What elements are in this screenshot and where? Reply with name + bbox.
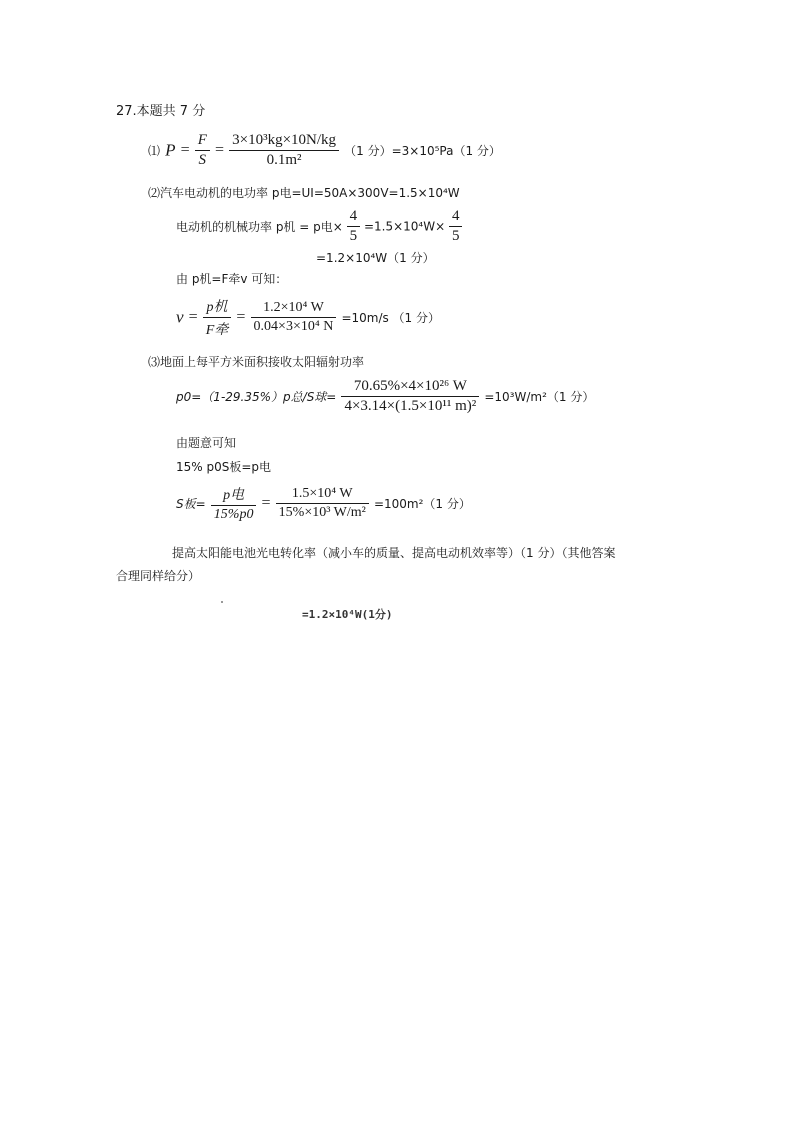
question-heading: 27.本题共 7 分: [116, 104, 206, 119]
scan-residue-text: =1.2×10⁴W(1分): [302, 608, 393, 621]
fraction-denominator: 5: [349, 228, 358, 244]
solar-power-fraction: [341, 378, 479, 415]
fraction-denominator: 0.04×3×10⁴ N: [253, 319, 334, 334]
fraction-numerator: p电: [211, 484, 257, 506]
part-2-electric-power: [148, 184, 460, 201]
velocity-symbol: v: [176, 307, 184, 327]
equals-sign: =: [180, 141, 190, 159]
part-1: [148, 132, 501, 169]
equals-sign: =: [214, 141, 225, 159]
fraction-denominator: 15%p0: [213, 507, 254, 522]
equals-sign: =: [261, 494, 271, 512]
equals-sign: =: [236, 308, 246, 326]
velocity-value-fraction: [251, 300, 337, 335]
part-1-label: ⑴: [148, 144, 161, 158]
scan-speck: [221, 601, 223, 603]
solar-power-lhs: p0=（1-29.35%）p总/S球=: [176, 390, 337, 404]
fraction-denominator: 15%×10³ W/m²: [278, 505, 366, 520]
pressure-value-fraction: [229, 132, 339, 169]
equals-sign: =: [188, 308, 198, 326]
fraction-numerator: 4: [347, 208, 361, 227]
fraction-numerator: 3×10³kg×10N/kg: [229, 132, 339, 151]
solar-power-result: =10³W/m²（1 分）: [484, 390, 595, 404]
part-2-label: ⑵: [148, 186, 161, 200]
power-over-force-fraction: [203, 296, 232, 339]
velocity-relation: 由 p机=F牵v 可知：: [176, 272, 288, 286]
part-3-relation: 15% p0S板=p电: [176, 460, 272, 474]
pressure-symbol: P: [165, 140, 176, 160]
velocity-result: =10m/s （1 分）: [341, 311, 441, 325]
part-1-result: （1 分）=3×10⁵Pa（1 分）: [344, 144, 501, 158]
panel-area-symbolic-fraction: [211, 484, 257, 523]
fraction-numerator: 70.65%×4×10²⁶ W: [341, 378, 479, 397]
part-3-intro: [148, 353, 364, 370]
panel-area-result: =100m²（1 分）: [373, 497, 471, 511]
part-3-line-1: 地面上每平方米面积接收太阳辐射功率: [160, 355, 365, 369]
part-3-given: 由题意可知: [176, 436, 237, 450]
fraction-denominator: 5: [451, 228, 460, 244]
fraction-denominator: F牵: [205, 323, 229, 338]
velocity-formula: [176, 296, 440, 339]
four-fifths-fraction: [449, 208, 463, 245]
solar-power-formula: [176, 378, 594, 415]
fraction-numerator: 1.2×10⁴ W: [251, 300, 337, 318]
part-2-line-1: 汽车电动机的电功率 p电=UI=50A×300V=1.5×10⁴W: [160, 186, 460, 200]
part-4-line-1: 提高太阳能电池光电转化率（减小车的质量、提高电动机效率等）（1 分）（其他答案: [172, 546, 616, 560]
panel-area-lhs: S板=: [176, 497, 206, 511]
part-4-line-2: 合理同样给分）: [116, 569, 201, 583]
fraction-numerator: p机: [203, 296, 232, 318]
four-fifths-fraction: [347, 208, 361, 245]
panel-area-value-fraction: [276, 486, 369, 521]
force-over-area-fraction: [195, 132, 210, 169]
mechanical-power-result: =1.2×10⁴W（1 分）: [316, 251, 435, 265]
fraction-numerator: 4: [449, 208, 463, 227]
panel-area-formula: [176, 484, 471, 523]
fraction-denominator: 0.1m²: [266, 152, 302, 168]
mechanical-power-text: 电动机的机械功率 p机 = p电×: [176, 220, 343, 234]
fraction-numerator: 1.5×10⁴ W: [276, 486, 369, 504]
fraction-denominator: 4×3.14×(1.5×10¹¹ m)²: [344, 398, 477, 414]
part-3-label: ⑶: [148, 355, 161, 369]
fraction-numerator: F: [195, 132, 210, 151]
mechanical-power-mid: =1.5×10⁴W×: [363, 219, 446, 234]
part-2-mechanical-power: [176, 208, 462, 245]
fraction-denominator: S: [198, 152, 207, 168]
